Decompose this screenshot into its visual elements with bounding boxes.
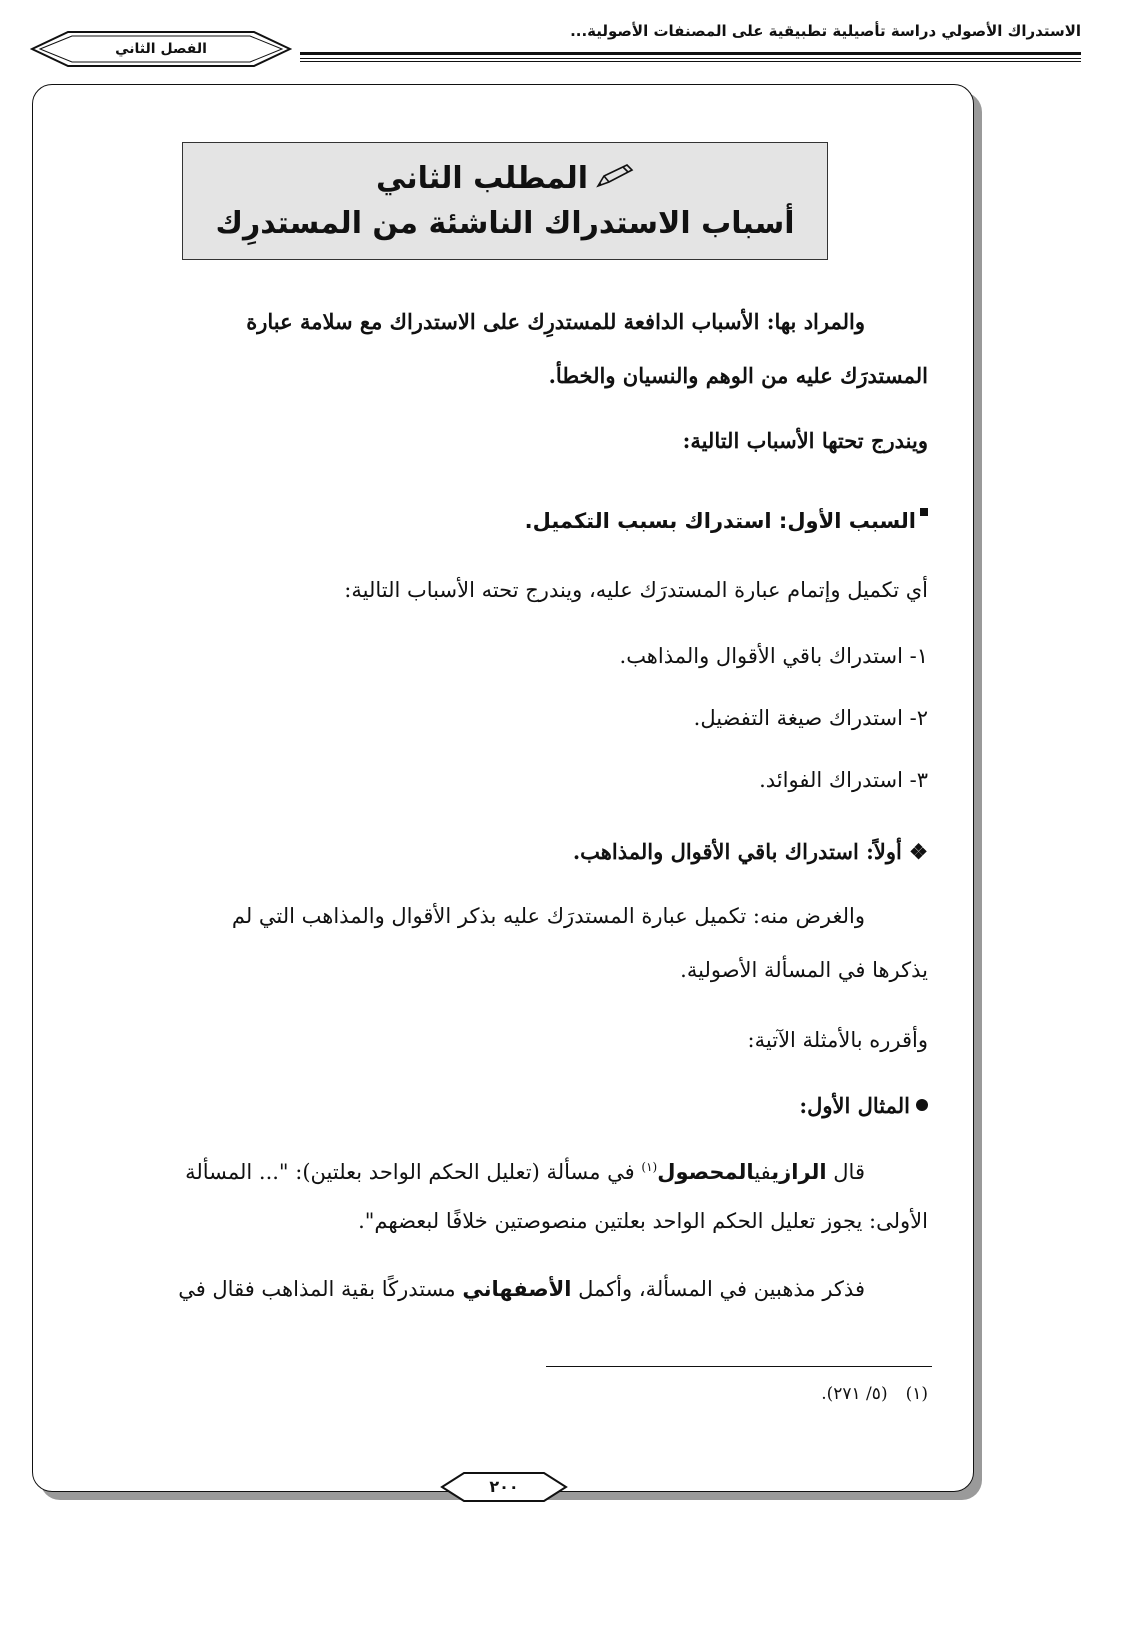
paragraph-purpose-line2: يذكرها في المسألة الأصولية. [680,958,928,982]
cause-heading [80,506,928,536]
list-item: ٣- استدراك الفوائد. [759,768,928,792]
example-label: المثال الأول: [799,1093,910,1118]
square-bullet-icon [920,508,928,516]
footnote-number: (١) [905,1384,928,1404]
paragraph-completion: أي تكميل وإتمام عبارة المستدرَك عليه، ويندرج تحته الأسباب التالية: [344,578,928,602]
section-heading-box [182,142,828,260]
section-heading-title [183,157,827,202]
footnote [821,1384,928,1404]
paragraph-purpose-line1: والغرض منه: تكميل عبارة المستدرَك عليه بذكر الأقوال والمذاهب التي لم [231,904,865,928]
paragraph-quote-line1 [75,1152,865,1187]
footnote-text: (٥/ ٢٧١). [821,1384,888,1404]
example-heading [80,1091,928,1121]
list-item: ١- استدراك باقي الأقوال والمذاهب. [619,644,928,668]
header-rule [300,52,1081,61]
author-isfahani: الأصفهاني [462,1277,572,1301]
followup-text: مستدركًا بقية المذاهب فقال في [178,1277,456,1301]
pencil-icon [594,158,634,202]
circle-bullet-icon [916,1099,928,1111]
running-title: الاستدراك الأصولي دراسة تأصيلية تطبيقية على المصنفات الأصولية... [570,22,1081,40]
quote-intro: قال [833,1160,865,1184]
book-title: المحصول [657,1160,755,1184]
chapter-tab [30,28,292,70]
section-heading-subtitle: أسباب الاستدراك الناشئة من المستدرِك [215,205,795,241]
cause-title: استدراك بسبب التكميل. [524,509,772,533]
cause-label: السبب الأول: [778,509,916,533]
list-item: ٢- استدراك صيغة التفضيل. [693,706,928,730]
page-number-tab [440,1470,568,1504]
paragraph-causes-intro: ويندرج تحتها الأسباب التالية: [682,428,928,453]
paragraph-examples-intro: وأقرره بالأمثلة الآتية: [747,1028,928,1052]
chapter-label: الفصل الثاني [115,41,207,57]
quote-preposition: في [754,1160,772,1184]
author-razi: الرازي [771,1160,827,1184]
page-number: ٢٠٠ [489,1477,519,1496]
paragraph-followup [75,1274,865,1304]
footnote-separator [546,1366,932,1367]
footnote-reference: (١) [641,1160,658,1174]
subsection-heading: ❖ أولاً: استدراك باقي الأقوال والمذاهب. [572,839,928,864]
paragraph-definition-line2: المستدرَك عليه من الوهم والنسيان والخطأ. [548,363,928,388]
followup-intro: فذكر مذهبين في المسألة، وأكمل [578,1277,865,1301]
paragraph-definition-line1: والمراد بها: الأسباب الدافعة للمستدرِك على الاستدراك مع سلامة عبارة [246,309,865,334]
quote-text: في مسألة (تعليل الحكم الواحد بعلتين): "... المسألة [185,1160,635,1184]
section-heading-line1: المطلب الثاني [375,161,588,196]
paragraph-quote-line2: الأولى: يجوز تعليل الحكم الواحد بعلتين منصوصتين خلافًا لبعضهم". [358,1209,928,1233]
